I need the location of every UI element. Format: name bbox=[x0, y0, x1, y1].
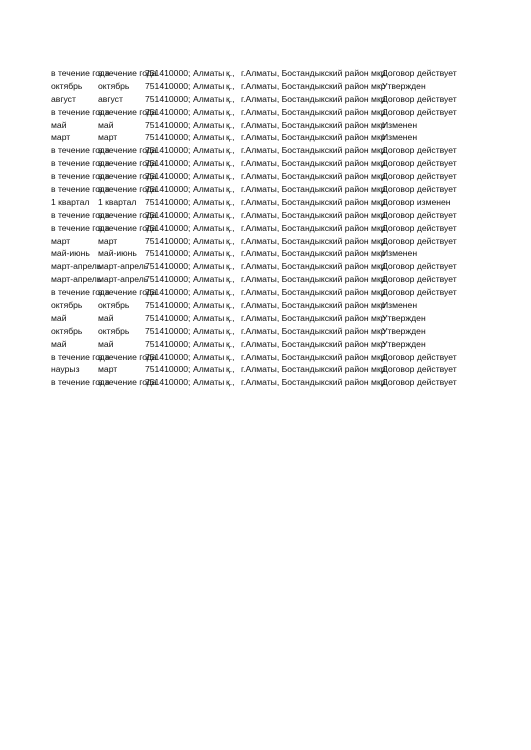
period-cell: наурыз bbox=[51, 364, 80, 375]
kato-code-cell: 751410000; bbox=[145, 364, 191, 375]
address-cell: г.Алматы, Бостандыкский район мкр bbox=[241, 300, 386, 311]
period-cell: в течение года bbox=[51, 145, 110, 156]
table-row bbox=[51, 325, 481, 338]
region-cell: Алматы bbox=[193, 300, 225, 311]
address-cell: г.Алматы, Бостандыкский район мкр bbox=[241, 68, 386, 78]
period-ru-cell: март bbox=[98, 364, 118, 375]
status-cell: Утвержден bbox=[382, 325, 426, 336]
status-cell: Договор изменен bbox=[382, 196, 451, 207]
kato-code-cell: 751410000; bbox=[145, 222, 191, 233]
status-cell: Изменен bbox=[382, 248, 418, 259]
region-suffix-cell: қ., bbox=[226, 222, 235, 233]
period-cell: в течение года bbox=[51, 171, 110, 182]
period-ru-cell: май bbox=[98, 338, 114, 349]
period-cell: март-апрель bbox=[51, 274, 102, 285]
period-ru-cell: в течение года bbox=[98, 184, 157, 195]
region-suffix-cell: қ., bbox=[226, 287, 235, 298]
table-row bbox=[51, 209, 481, 222]
period-cell: май bbox=[51, 312, 67, 323]
region-suffix-cell: қ., bbox=[226, 274, 235, 285]
period-cell: октябрь bbox=[51, 80, 83, 91]
period-cell: август bbox=[51, 93, 76, 104]
region-suffix-cell: қ., bbox=[226, 377, 235, 388]
region-cell: Алматы bbox=[193, 68, 225, 78]
status-cell: Договор действует bbox=[382, 145, 457, 156]
table-row bbox=[51, 131, 481, 144]
table-row bbox=[51, 376, 481, 389]
period-cell: март bbox=[51, 132, 71, 143]
address-cell: г.Алматы, Бостандыкский район мкр bbox=[241, 93, 386, 104]
region-suffix-cell: қ., bbox=[226, 93, 235, 104]
region-suffix-cell: қ., bbox=[226, 196, 235, 207]
table-row bbox=[51, 157, 481, 170]
region-cell: Алматы bbox=[193, 184, 225, 195]
region-suffix-cell: қ., bbox=[226, 145, 235, 156]
kato-code-cell: 751410000; bbox=[145, 145, 191, 156]
kato-code-cell: 751410000; bbox=[145, 132, 191, 143]
period-ru-cell: март bbox=[98, 235, 118, 246]
address-cell: г.Алматы, Бостандыкский район мкр bbox=[241, 222, 386, 233]
address-cell: г.Алматы, Бостандыкский район мкр bbox=[241, 145, 386, 156]
status-cell: Изменен bbox=[382, 119, 418, 130]
kato-code-cell: 751410000; bbox=[145, 171, 191, 182]
kato-code-cell: 751410000; bbox=[145, 93, 191, 104]
region-cell: Алматы bbox=[193, 274, 225, 285]
period-cell: в течение года bbox=[51, 287, 110, 298]
period-ru-cell: май-июнь bbox=[98, 248, 137, 259]
region-cell: Алматы bbox=[193, 377, 225, 388]
table-row bbox=[51, 119, 481, 132]
region-cell: Алматы bbox=[193, 119, 225, 130]
address-cell: г.Алматы, Бостандыкский район мкр bbox=[241, 274, 386, 285]
region-cell: Алматы bbox=[193, 171, 225, 182]
status-cell: Договор действует bbox=[382, 209, 457, 220]
period-ru-cell: май bbox=[98, 312, 114, 323]
region-suffix-cell: қ., bbox=[226, 132, 235, 143]
period-ru-cell: март-апрель bbox=[98, 274, 149, 285]
address-cell: г.Алматы, Бостандыкский район мкр bbox=[241, 235, 386, 246]
kato-code-cell: 751410000; bbox=[145, 287, 191, 298]
region-suffix-cell: қ., bbox=[226, 171, 235, 182]
region-suffix-cell: қ., bbox=[226, 300, 235, 311]
status-cell: Изменен bbox=[382, 132, 418, 143]
address-cell: г.Алматы, Бостандыкский район мкр bbox=[241, 132, 386, 143]
region-suffix-cell: қ., bbox=[226, 80, 235, 91]
status-cell: Договор действует bbox=[382, 68, 457, 78]
region-cell: Алматы bbox=[193, 287, 225, 298]
kato-code-cell: 751410000; bbox=[145, 196, 191, 207]
kato-code-cell: 751410000; bbox=[145, 184, 191, 195]
period-cell: в течение года bbox=[51, 222, 110, 233]
region-suffix-cell: қ., bbox=[226, 364, 235, 375]
address-cell: г.Алматы, Бостандыкский район мкр bbox=[241, 287, 386, 298]
region-suffix-cell: қ., bbox=[226, 325, 235, 336]
period-cell: май-июнь bbox=[51, 248, 90, 259]
period-ru-cell: в течение года bbox=[98, 351, 157, 362]
period-ru-cell: в течение года bbox=[98, 209, 157, 220]
region-suffix-cell: қ., bbox=[226, 209, 235, 220]
address-cell: г.Алматы, Бостандыкский район мкр bbox=[241, 377, 386, 388]
status-cell: Договор действует bbox=[382, 184, 457, 195]
status-cell: Договор действует bbox=[382, 351, 457, 362]
region-suffix-cell: қ., bbox=[226, 119, 235, 130]
table-row bbox=[51, 363, 481, 376]
region-suffix-cell: қ., bbox=[226, 68, 235, 78]
region-suffix-cell: қ., bbox=[226, 184, 235, 195]
period-cell: март-апрель bbox=[51, 261, 102, 272]
kato-code-cell: 751410000; bbox=[145, 158, 191, 169]
period-cell: 1 квартал bbox=[51, 196, 90, 207]
address-cell: г.Алматы, Бостандыкский район мкр bbox=[241, 364, 386, 375]
kato-code-cell: 751410000; bbox=[145, 235, 191, 246]
table-row bbox=[51, 260, 481, 273]
period-cell: в течение года bbox=[51, 209, 110, 220]
period-cell: май bbox=[51, 119, 67, 130]
period-cell: в течение года bbox=[51, 184, 110, 195]
kato-code-cell: 751410000; bbox=[145, 274, 191, 285]
table-row bbox=[51, 222, 481, 235]
region-cell: Алматы bbox=[193, 261, 225, 272]
table-row bbox=[51, 170, 481, 183]
period-cell: в течение года bbox=[51, 377, 110, 388]
status-cell: Договор действует bbox=[382, 158, 457, 169]
period-cell: май bbox=[51, 338, 67, 349]
period-ru-cell: август bbox=[98, 93, 123, 104]
period-cell: март bbox=[51, 235, 71, 246]
address-cell: г.Алматы, Бостандыкский район мкр bbox=[241, 158, 386, 169]
period-cell: в течение года bbox=[51, 106, 110, 117]
table-row bbox=[51, 299, 481, 312]
status-cell: Договор действует bbox=[382, 106, 457, 117]
period-ru-cell: май bbox=[98, 119, 114, 130]
region-suffix-cell: қ., bbox=[226, 312, 235, 323]
table-row bbox=[51, 273, 481, 286]
kato-code-cell: 751410000; bbox=[145, 377, 191, 388]
period-ru-cell: октябрь bbox=[98, 300, 130, 311]
status-cell: Утвержден bbox=[382, 312, 426, 323]
kato-code-cell: 751410000; bbox=[145, 68, 191, 78]
address-cell: г.Алматы, Бостандыкский район мкр bbox=[241, 171, 386, 182]
status-cell: Договор действует bbox=[382, 274, 457, 285]
period-cell: октябрь bbox=[51, 325, 83, 336]
period-cell: в течение года bbox=[51, 68, 110, 78]
region-cell: Алматы bbox=[193, 145, 225, 156]
kato-code-cell: 751410000; bbox=[145, 338, 191, 349]
period-ru-cell: в течение года bbox=[98, 377, 157, 388]
address-cell: г.Алматы, Бостандыкский район мкр bbox=[241, 248, 386, 259]
address-cell: г.Алматы, Бостандыкский район мкр bbox=[241, 261, 386, 272]
status-cell: Договор действует bbox=[382, 171, 457, 182]
period-ru-cell: в течение года bbox=[98, 171, 157, 182]
status-cell: Договор действует bbox=[382, 261, 457, 272]
region-cell: Алматы bbox=[193, 132, 225, 143]
region-cell: Алматы bbox=[193, 106, 225, 117]
kato-code-cell: 751410000; bbox=[145, 106, 191, 117]
status-cell: Изменен bbox=[382, 300, 418, 311]
table-row bbox=[51, 93, 481, 106]
period-ru-cell: 1 квартал bbox=[98, 196, 137, 207]
table-row bbox=[51, 67, 481, 80]
region-suffix-cell: қ., bbox=[226, 248, 235, 259]
table-row bbox=[51, 196, 481, 209]
period-ru-cell: в течение года bbox=[98, 158, 157, 169]
kato-code-cell: 751410000; bbox=[145, 209, 191, 220]
table-row bbox=[51, 286, 481, 299]
address-cell: г.Алматы, Бостандыкский район мкр bbox=[241, 338, 386, 349]
region-suffix-cell: қ., bbox=[226, 106, 235, 117]
region-suffix-cell: қ., bbox=[226, 261, 235, 272]
period-cell: октябрь bbox=[51, 300, 83, 311]
period-ru-cell: март-апрель bbox=[98, 261, 149, 272]
status-cell: Утвержден bbox=[382, 338, 426, 349]
kato-code-cell: 751410000; bbox=[145, 261, 191, 272]
period-cell: в течение года bbox=[51, 351, 110, 362]
region-cell: Алматы bbox=[193, 209, 225, 220]
period-ru-cell: март bbox=[98, 132, 118, 143]
period-ru-cell: в течение года bbox=[98, 222, 157, 233]
status-cell: Договор действует bbox=[382, 377, 457, 388]
status-cell: Договор действует bbox=[382, 235, 457, 246]
region-cell: Алматы bbox=[193, 235, 225, 246]
region-suffix-cell: қ., bbox=[226, 338, 235, 349]
period-ru-cell: октябрь bbox=[98, 80, 130, 91]
table-row bbox=[51, 247, 481, 260]
region-cell: Алматы bbox=[193, 351, 225, 362]
table-row bbox=[51, 338, 481, 351]
region-cell: Алматы bbox=[193, 338, 225, 349]
region-cell: Алматы bbox=[193, 93, 225, 104]
region-cell: Алматы bbox=[193, 222, 225, 233]
period-ru-cell: в течение года bbox=[98, 106, 157, 117]
region-cell: Алматы bbox=[193, 158, 225, 169]
kato-code-cell: 751410000; bbox=[145, 80, 191, 91]
region-cell: Алматы bbox=[193, 196, 225, 207]
status-cell: Договор действует bbox=[382, 364, 457, 375]
table-row bbox=[51, 183, 481, 196]
address-cell: г.Алматы, Бостандыкский район мкр bbox=[241, 184, 386, 195]
region-cell: Алматы bbox=[193, 325, 225, 336]
kato-code-cell: 751410000; bbox=[145, 248, 191, 259]
region-cell: Алматы bbox=[193, 80, 225, 91]
kato-code-cell: 751410000; bbox=[145, 312, 191, 323]
address-cell: г.Алматы, Бостандыкский район мкр bbox=[241, 196, 386, 207]
period-ru-cell: в течение года bbox=[98, 68, 157, 78]
period-cell: в течение года bbox=[51, 158, 110, 169]
address-cell: г.Алматы, Бостандыкский район мкр bbox=[241, 209, 386, 220]
table-row bbox=[51, 235, 481, 248]
table-row bbox=[51, 144, 481, 157]
table-row bbox=[51, 351, 481, 364]
data-table bbox=[51, 67, 481, 389]
status-cell: Договор действует bbox=[382, 287, 457, 298]
status-cell: Договор действует bbox=[382, 222, 457, 233]
table-row bbox=[51, 80, 481, 93]
address-cell: г.Алматы, Бостандыкский район мкр bbox=[241, 325, 386, 336]
period-ru-cell: в течение года bbox=[98, 145, 157, 156]
kato-code-cell: 751410000; bbox=[145, 325, 191, 336]
status-cell: Утвержден bbox=[382, 80, 426, 91]
region-cell: Алматы bbox=[193, 312, 225, 323]
region-suffix-cell: қ., bbox=[226, 351, 235, 362]
table-row bbox=[51, 312, 481, 325]
status-cell: Договор действует bbox=[382, 93, 457, 104]
address-cell: г.Алматы, Бостандыкский район мкр bbox=[241, 312, 386, 323]
kato-code-cell: 751410000; bbox=[145, 351, 191, 362]
address-cell: г.Алматы, Бостандыкский район мкр bbox=[241, 106, 386, 117]
region-suffix-cell: қ., bbox=[226, 158, 235, 169]
table-row bbox=[51, 106, 481, 119]
region-cell: Алматы bbox=[193, 248, 225, 259]
kato-code-cell: 751410000; bbox=[145, 300, 191, 311]
address-cell: г.Алматы, Бостандыкский район мкр bbox=[241, 80, 386, 91]
address-cell: г.Алматы, Бостандыкский район мкр bbox=[241, 119, 386, 130]
address-cell: г.Алматы, Бостандыкский район мкр bbox=[241, 351, 386, 362]
region-cell: Алматы bbox=[193, 364, 225, 375]
kato-code-cell: 751410000; bbox=[145, 119, 191, 130]
period-ru-cell: в течение года bbox=[98, 287, 157, 298]
period-ru-cell: октябрь bbox=[98, 325, 130, 336]
region-suffix-cell: қ., bbox=[226, 235, 235, 246]
